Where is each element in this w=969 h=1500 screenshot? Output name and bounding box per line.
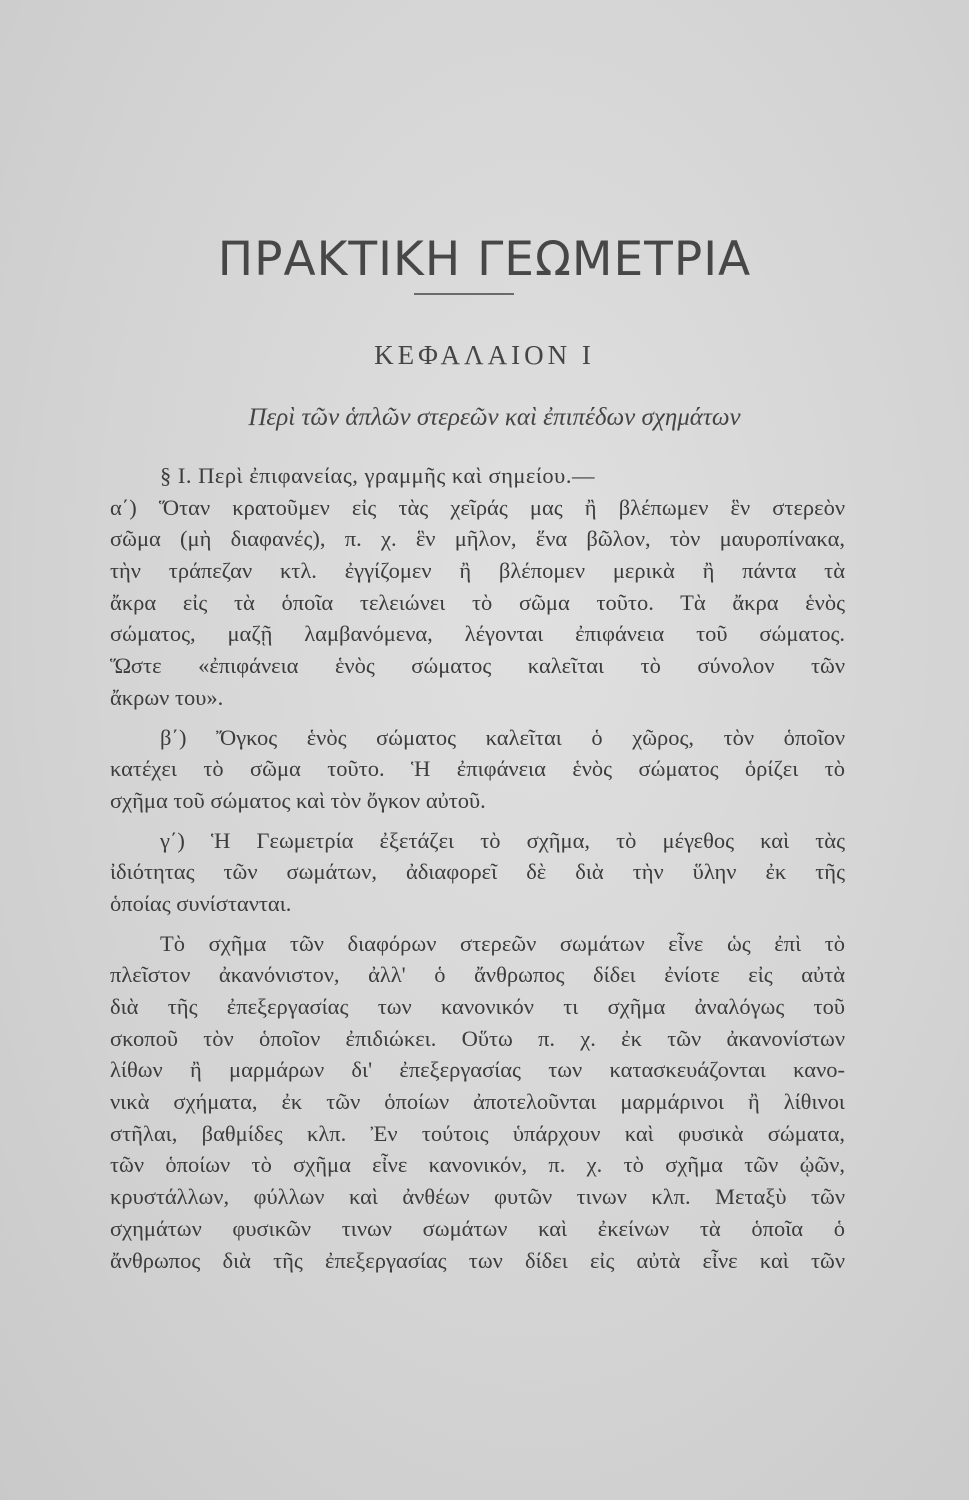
text-line: Τὸ σχῆμα τῶν διαφόρων στερεῶν σωμάτων εἶνε ὡς ἐπὶ τὸ [160, 930, 845, 956]
body-text [110, 460, 845, 1276]
text-line: νικὰ σχήματα, ἐκ τῶν ὁποίων ἀποτελοῦνται μαρμάρινοι ἢ λίθινοι [110, 1089, 845, 1115]
text-line: ὁποίας συνίστανται. [110, 890, 292, 916]
text-line: σχῆμα τοῦ σώματος καὶ τὸν ὄγκον αὐτοῦ. [110, 787, 486, 813]
text-line: διὰ τῆς ἐπεξεργασίας των κανονικόν τι σχῆμα ἀναλόγως τοῦ [110, 994, 845, 1019]
section-heading: § Ι. Περὶ ἐπιφανείας, γραμμῆς καὶ σημείου.— [160, 463, 595, 488]
text-line: β΄) Ὄγκος ἑνὸς σώματος καλεῖται ὁ χῶρος, τὸν ὁποῖον [160, 724, 845, 750]
text-line: γ΄) Ἡ Γεωμετρία ἐξετάζει τὸ σχῆμα, τὸ μέγεθος καὶ τὰς [160, 827, 845, 853]
text-line: ἰδιότητας τῶν σωμάτων, ἀδιαφορεῖ δὲ διὰ τὴν ὕλην ἐκ τῆς [110, 859, 845, 885]
text-line: στῆλαι, βαθμίδες κλπ. Ἐν τούτοις ὑπάρχουν καὶ φυσικὰ σώματα, [110, 1120, 845, 1146]
text-line: σκοποῦ τὸν ὁποῖον ἐπιδιώκει. Οὕτω π. χ. ἐκ τῶν ἀκανονίστων [110, 1025, 845, 1051]
book-title: ΠΡΑΚΤΙΚΗ ΓΕΩΜΕΤΡΙΑ [217, 232, 752, 287]
text-line: ἄκρα εἰς τὰ ὁποῖα τελειώνει τὸ σῶμα τοῦτο. Τὰ ἄκρα ἑνὸς [110, 589, 845, 615]
text-line: σχημάτων φυσικῶν τινων σωμάτων καὶ ἐκείνων τὰ ὁποῖα ὁ [110, 1215, 845, 1241]
text-line: σῶμα (μὴ διαφανές), π. χ. ἓν μῆλον, ἕνα βῶλον, τὸν μαυροπίνακα, [110, 526, 845, 552]
text-line: ἄνθρωπος διὰ τῆς ἐπεξεργασίας των δίδει εἰς αὐτὰ εἶνε καὶ τῶν [110, 1247, 845, 1273]
chapter-subtitle: Περὶ τῶν ἁπλῶν στερεῶν καὶ ἐπιπέδων σχημάτων [248, 404, 741, 431]
text-line: λίθων ἢ μαρμάρων δι' ἐπεξεργασίας των κατασκευάζονται κανο- [110, 1057, 845, 1083]
text-line: α΄) Ὅταν κρατοῦμεν εἰς τὰς χεῖράς μας ἢ βλέπωμεν ἓν στερεὸν [110, 494, 845, 520]
text-line: τῶν ὁποίων τὸ σχῆμα εἶνε κανονικόν, π. χ. τὸ σχῆμα τῶν ᾠῶν, [110, 1152, 845, 1178]
text-line: ἄκρων του». [110, 684, 224, 710]
text-line: κρυστάλλων, φύλλων καὶ ἀνθέων φυτῶν τινων κλπ. Μεταξὺ τῶν [110, 1184, 845, 1210]
text-line: πλεῖστον ἀκανόνιστον, ἀλλ' ὁ ἄνθρωπος δίδει ἐνίοτε εἰς αὐτὰ [110, 962, 845, 988]
text-line: σώματος, μαζῇ λαμβανόμενα, λέγονται ἐπιφάνεια τοῦ σώματος. [110, 621, 845, 647]
title-divider [414, 293, 514, 295]
chapter-heading: ΚΕΦΑΛΑΙΟΝ Ι [374, 340, 595, 370]
text-line: τὴν τράπεζαν κτλ. ἐγγίζομεν ἢ βλέπομεν μερικὰ ἢ πάντα τὰ [110, 558, 845, 584]
text-line: κατέχει τὸ σῶμα τοῦτο. Ἡ ἐπιφάνεια ἑνὸς σώματος ὁρίζει τὸ [110, 756, 845, 782]
text-line: Ὥστε «ἐπιφάνεια ἑνὸς σώματος καλεῖται τὸ σύνολον τῶν [110, 653, 845, 679]
